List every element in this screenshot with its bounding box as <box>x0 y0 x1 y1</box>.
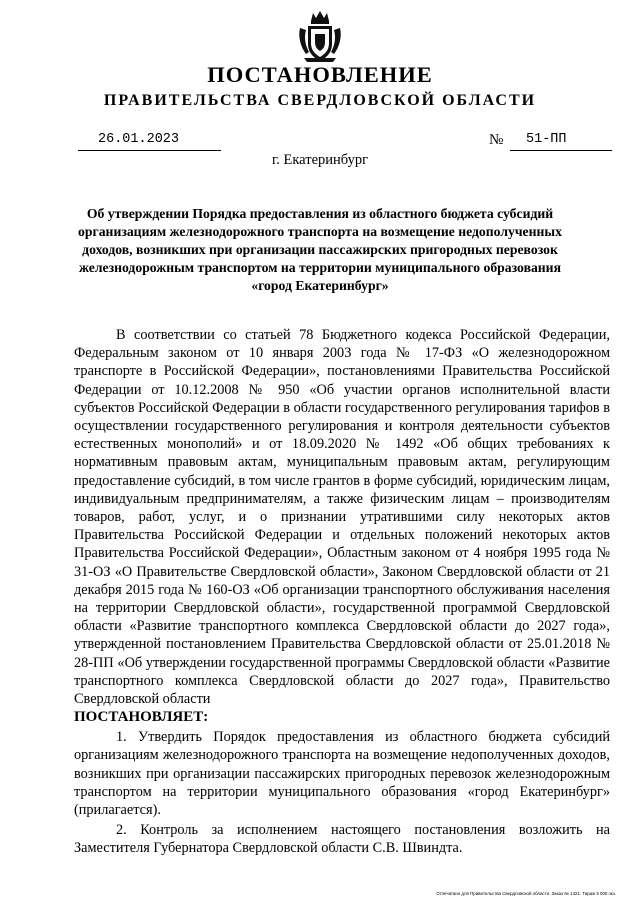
document-body <box>74 326 610 858</box>
document-heading: Об утверждении Порядка предоставления из областного бюджета субсидий организациям железнодорожного транспорта на возмещение недополученных доходов, возникших при организации пассажирских пригородных перевозок железнодорожным транспортом на территории муниципального образования «город Екатеринбург» <box>78 206 562 293</box>
list-item: 1. Утвердить Порядок предоставления из областного бюджета субсидий организациям железнодорожного транспорта на возмещение недополученных доходов, возникших при организации пассажирских пригородных перевозок железнодорожным транспортом на территории муниципального образования «город Екатеринбург» (прилагается). <box>74 729 610 819</box>
number-label: № <box>489 132 504 148</box>
document-date: 26.01.2023 <box>98 132 180 147</box>
list-item: 2. Контроль за исполнением настоящего постановления возложить на Заместителя Губернатора Свердловской области С.В. Швиндта. <box>74 822 610 857</box>
city: г. Екатеринбург <box>271 152 369 168</box>
date-underline <box>78 150 221 151</box>
document-subtitle: ПРАВИТЕЛЬСТВА СВЕРДЛОВСКОЙ ОБЛАСТИ <box>103 92 537 109</box>
document-number: 51-ПП <box>526 132 567 147</box>
preamble-paragraph: В соответствии со статьей 78 Бюджетного кодекса Российской Федерации, Федеральным законом от 10 января 2003 года № 17-ФЗ «О железнодорожном транспорте в Российской Федерации», постановлениями Правительства Российской Федерации от 10.12.2008 № 950 «Об участии органов исполнительной власти субъектов Российской Федерации в области государственного регулирования тарифов в осуществлении государственного регулирования и контроля деятельности субъектов естественных монополий» и от 18.09.2020 № 1492 «Об общих требованиях к нормативным правовым актам, муниципальным правовым актам, регулирующим предоставление субсидий, в том числе грантов в форме субсидий, юридическим лицам, индивидуальным предпринимателям, а также физическим лицам – производителям товаров, работ, услуг, и о признании утратившими силу некоторых актов Правительства Российской Федерации и отдельных положений некоторых актов Правительства Российской Федерации», Областным законом от 4 ноября 1995 года № 31-ОЗ «О Правительстве Свердловской области», Законом Свердловской области от 21 декабря 2015 года № 160-ОЗ «Об организации транспортного обслуживания населения на территории Свердловской области», государственной программой Свердловской области «Развитие транспортного комплекса Свердловской области до 2027 года», утвержденной постановлением Правительства Свердловской области от 25.01.2018 № 28-ПП «Об утверждении государственной программы Свердловской области «Развитие транспортного комплекса Свердловской области до 2027 года», Правительство Свердловской области <box>74 327 610 708</box>
print-footnote: Отпечатано для Правительства Свердловской области. Заказ № 1421. Тираж 5 000 экз. <box>436 891 616 896</box>
decree-word: ПОСТАНОВЛЯЕТ: <box>74 709 209 726</box>
coat-of-arms-icon <box>296 8 344 64</box>
document-title: ПОСТАНОВЛЕНИЕ <box>207 62 433 87</box>
number-underline <box>510 150 612 151</box>
